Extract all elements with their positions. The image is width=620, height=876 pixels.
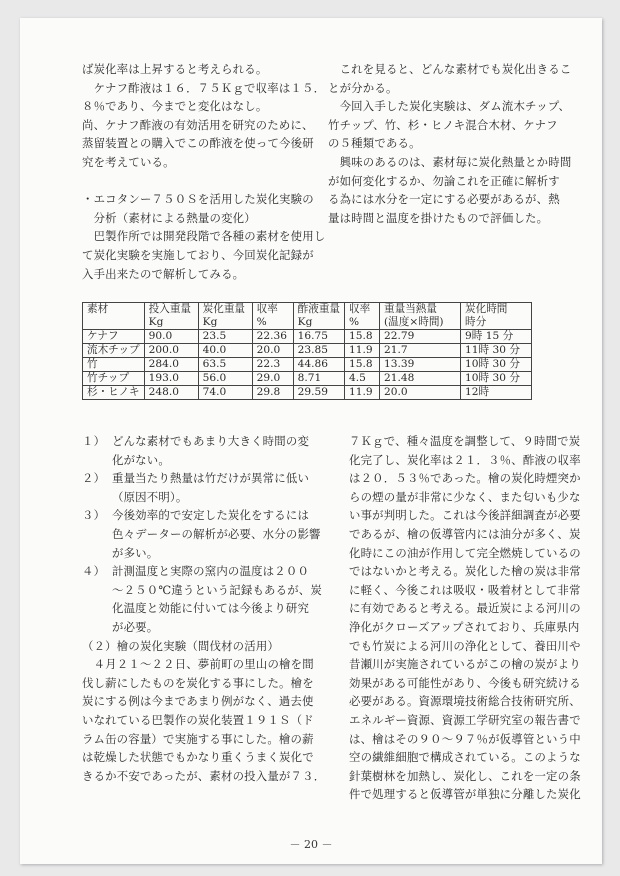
header-vinegar-yield: 収率 % [345, 303, 380, 330]
text-line: が多い。 [112, 545, 159, 560]
table-cell: 杉・ヒノキ [83, 386, 145, 400]
table-header-row [83, 303, 532, 330]
table-row [83, 372, 532, 386]
text-line: 浄化がクローズアップされており、兵庫県内 [349, 619, 580, 634]
table-cell: 22.36 [252, 330, 293, 344]
text-line: ７Ｋｇで、種々温度を調整して、９時間で炭 [349, 434, 581, 448]
text-line: 針葉樹林を加熱し、炭化し、これを一定の条 [349, 768, 581, 783]
text-line: は、檜はその９０～９７％が仮導管という中 [349, 731, 581, 746]
table-cell: 248.0 [144, 386, 198, 400]
text-line: でも竹炭による河川の浄化として、養田川や [349, 638, 581, 653]
text-line: どんな素材でもあまり大きく時間の変 [112, 434, 310, 448]
text-line: い事が判明した。これは今後詳細調査が必要 [349, 508, 581, 523]
text-line: 計測温度と実際の窯内の温度は２００ [112, 564, 310, 579]
text-line: 竹チップ、竹、杉・ヒノキ混合木材、ケナフ [328, 117, 558, 132]
table-cell: 11時 30 分 [461, 344, 532, 358]
table-cell: 11.9 [345, 386, 380, 400]
right-bottom-column [349, 432, 589, 804]
section-heading: 分析（素材による熱量の変化） [82, 210, 256, 225]
text-line: 今回入手した炭化実験は、ダム流木チップ、 [328, 99, 571, 114]
text-line: が如何変化するか、勿論これを正確に解析す [328, 173, 560, 188]
table-cell: 9時 15 分 [461, 330, 532, 344]
text-line: に軽く、今後これは吸収・吸着材として非常 [349, 582, 581, 597]
table-cell: 200.0 [144, 344, 198, 358]
table-cell: 29.59 [293, 386, 344, 400]
table-cell: 44.86 [293, 358, 344, 372]
text-line: 炭にする例は今まであまり例がなく、過去使 [82, 694, 314, 709]
table-cell: 284.0 [144, 358, 198, 372]
table-cell: 流木チップ [83, 344, 145, 358]
table-cell: 15.8 [345, 330, 380, 344]
text-line: とが分かる。 [328, 80, 398, 95]
text-line: （原因不明）。 [112, 489, 188, 504]
list-item [82, 562, 340, 636]
table-cell: 90.0 [144, 330, 198, 344]
table-cell: 22.79 [380, 330, 461, 344]
section-heading: （２）檜の炭化実験（間伐材の活用） [82, 638, 280, 653]
table-cell: 10時 30 分 [461, 358, 532, 372]
text-line: これを見ると、どんな素材でも炭化出きるこ [328, 62, 572, 76]
text-line: 蒸留装置との購入でこの酢液を使って今後研 [82, 136, 314, 151]
list-marker: ３） [82, 508, 106, 523]
list-marker: ４） [82, 564, 106, 579]
text-line: 入手出来たので解析してみる。 [82, 266, 245, 281]
table-row [83, 330, 532, 344]
text-line: ば炭化率は上昇すると考えられる。 [82, 62, 268, 76]
header-charcoal-weight: 炭化重量 Kg [198, 303, 252, 330]
table-cell: ケナフ [83, 330, 145, 344]
text-line: 究を考えている。 [82, 154, 175, 169]
text-line: 化完了し、炭化率は２１．３％、酢液の収率 [349, 452, 581, 467]
list-item [82, 469, 340, 506]
header-carbonization-time: 炭化時間 時分 [461, 303, 532, 330]
text-line: 今後効率的で安定した炭化をするには [112, 508, 310, 523]
text-line: 空の繊維細胞で構成されている。このような [349, 750, 581, 765]
text-line: ～２５０℃違うという記録もあるが、炭 [112, 582, 322, 597]
text-line: が必要。 [112, 619, 159, 634]
list-item [82, 506, 340, 562]
table-cell: 竹チップ [83, 372, 145, 386]
table-cell: 74.0 [198, 386, 252, 400]
document-page [20, 18, 602, 864]
text-line: ８％であり、今までと変化はなし。 [82, 99, 268, 114]
header-vinegar-weight: 酢液重量 Kg [293, 303, 344, 330]
table-cell: 21.48 [380, 372, 461, 386]
table-cell: 29.0 [252, 372, 293, 386]
text-line: は２０．５３％であった。檜の炭化時煙突か [349, 471, 581, 486]
table-cell: 56.0 [198, 372, 252, 386]
carbonization-results-table [82, 302, 532, 400]
text-line: 尚、ケナフ酢液の有効活用を研究のために、 [82, 117, 314, 132]
table-cell: 40.0 [198, 344, 252, 358]
text-line: ケナフ酢液は１６．７５Ｋｇで収率は１５． [82, 80, 326, 95]
list-marker: １） [82, 434, 106, 448]
list-item [82, 432, 340, 469]
text-line: る為には水分を一定にする必要があるが、熱 [328, 192, 560, 207]
table-cell: 15.8 [345, 358, 380, 372]
text-line: 化がない。 [112, 452, 170, 467]
list-marker: ２） [82, 471, 106, 486]
text-line: であるが、檜の仮導管内には油分が多く、炭 [349, 526, 581, 541]
text-line: 色々データーの解析が必要、水分の影響 [112, 526, 321, 541]
header-material: 素材 [83, 303, 145, 330]
text-line: いなれている巴製作の炭化装置１９１Ｓ（ド [82, 712, 314, 727]
table-cell: 12時 [461, 386, 532, 400]
text-line: て炭化実験を実施しており、今回炭化記録が [82, 247, 314, 262]
table-cell: 11.9 [345, 344, 380, 358]
table-cell: 193.0 [144, 372, 198, 386]
table-row [83, 344, 532, 358]
text-line: 昔瀬川が実施されているがこの檜の炭がより [349, 657, 581, 672]
table-cell: 23.85 [293, 344, 344, 358]
text-line: に有効であると考える。最近炭による河川の [349, 601, 581, 616]
text-line: きるか不安であったが、素材の投入量が７３． [82, 768, 326, 783]
left-top-column [82, 60, 332, 283]
text-line: 件で処理すると仮導管が単独に分離した炭化 [349, 787, 581, 802]
text-line: エネルギー資源、資源工学研究室の報告書で [349, 712, 581, 727]
table-cell: 22.3 [252, 358, 293, 372]
table-row [83, 358, 532, 372]
text-line: は乾燥した状態でもかなり重くうまく炭化で [82, 750, 314, 765]
table-cell: 8.71 [293, 372, 344, 386]
header-input-weight: 投入重量 Kg [144, 303, 198, 330]
left-bottom-column [82, 432, 340, 785]
text-line: ラム缶の容量）で実施する事にした。檜の薪 [82, 731, 314, 746]
header-heat-per-weight: 重量当熱量 (温度×時間) [380, 303, 461, 330]
text-line: らの煙の量が非常に少なく、また匂いも少な [349, 489, 581, 504]
right-top-column [328, 60, 590, 227]
table-cell: 21.7 [380, 344, 461, 358]
page-number: － 20 － [289, 838, 333, 851]
table-cell: 10時 30 分 [461, 372, 532, 386]
text-line: 巴製作所では開発段階で各種の素材を使用し [82, 229, 326, 244]
text-line: 必要がある。資源環境技術総合技術研究所、 [349, 694, 581, 709]
findings-list [82, 432, 340, 637]
table-row [83, 386, 532, 400]
header-charcoal-yield: 収率 % [252, 303, 293, 330]
table-cell: 20.0 [252, 344, 293, 358]
text-line: 伐し薪にしたものを炭化する事にした。檜を [82, 675, 314, 690]
table-cell: 20.0 [380, 386, 461, 400]
table-cell: 13.39 [380, 358, 461, 372]
text-line: の５種類である。 [328, 136, 421, 151]
table-cell: 63.5 [198, 358, 252, 372]
text-line: 化温度と効能に付いては今後より研究 [112, 601, 310, 616]
table-cell: 竹 [83, 358, 145, 372]
blank-line [82, 172, 332, 191]
text-line: 興味のあるのは、素材毎に炭化熱量とか時間 [328, 154, 572, 169]
table-cell: 16.75 [293, 330, 344, 344]
text-line: ではないかと考える。炭化した檜の炭は非常 [349, 564, 581, 579]
table-cell: 23.5 [198, 330, 252, 344]
text-line: 効果がある可能性があり、今後も研究続ける [349, 675, 581, 690]
text-line: ４月２１～２２日、夢前町の里山の檜を間 [82, 657, 314, 672]
text-line: 重量当たり熱量は竹だけが異常に低い [112, 471, 310, 486]
text-line: 量は時間と温度を掛けたもので評価した。 [328, 210, 549, 225]
section-heading: ・エコタンー７５０Ｓを活用した炭化実験の [82, 192, 314, 207]
table-cell: 29.8 [252, 386, 293, 400]
text-line: 化時にこの油が作用して完全燃焼しているの [349, 545, 581, 560]
table-cell: 4.5 [345, 372, 380, 386]
